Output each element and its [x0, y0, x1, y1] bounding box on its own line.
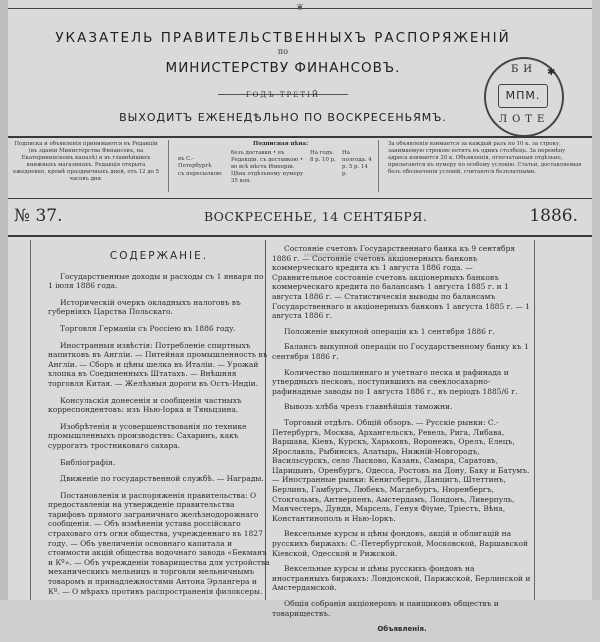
- header-rule-bottom: [8, 235, 592, 237]
- contents-entry: Состояніе счетовъ Государственнаго банка къ 9 сентября 1886 г. — Состояніе счетовъ акціонерныхъ банковъ коммерческаго кредита къ 1 августа 1886 года. — Сравнительное состояніе счетовъ акціонерныхъ банковъ коммерческаго кредита по балансамъ 1 августа 1885 г. и 1 августа 1886 г. — Статистическія выводы по балансамъ Государственнаго и акціонерныхъ банковъ 1 августа 1885 г. — 1 августа 1886 г.: [272, 244, 530, 321]
- star-icon: ✱: [547, 67, 556, 78]
- info-editorial: Подписка и объявленія принимаются въ Редакціи (въ зданіи Министерства Финансовъ, на Екатерининскомъ каналѣ) и въ главнѣйшихъ книжныхъ магазинахъ. Редакція открыта ежедневно, кромѣ праздничныхъ дней, отъ 12 до 5 часовъ дня.: [12, 141, 160, 182]
- contents-entry: Вексельные курсы и цѣны русскихъ фондовъ на иностранныхъ биржахъ: Лондонской, Парижской, Берлинской и Амстердамской.: [272, 564, 531, 593]
- masthead-title: УКАЗАТЕЛЬ ПРАВИТЕЛЬСТВЕННЫХЪ РАСПОРЯЖЕНІЙ: [55, 30, 511, 46]
- info-divider: [378, 140, 379, 192]
- ornament-icon: ❦: [296, 3, 304, 13]
- masthead-ministry: МИНИСТЕРСТВУ ФИНАНСОВЪ.: [165, 60, 401, 76]
- issue-number: № 37.: [14, 206, 63, 226]
- contents-entry: Общія собранія акціонеровъ и паищиковъ обществъ и товариществъ.: [272, 599, 499, 618]
- contents-entry: Постановленія и распоряженія правительства: О предоставленіи на утвержденіе правительства тарифовъ прямого заграничнаго желѣзнодорожнаго сообщенія. — Объ измѣненіи устава россійскаго страховаго отъ огня общества, учрежденнаго въ 1827 году. — Объ увеличеніи основнаго капитала и стоимости акцій общества водочнаго завода «Бекманъ и Кº». — Объ учрежденіи товарищества для устройства механическихъ мельницъ и торговли мельничнымъ товаромъ и принадлежностями Антона Эрлангера и Кº. — О мѣрахъ противъ распространенія филоксеры.: [48, 490, 270, 596]
- column-frame-right: [534, 240, 535, 600]
- info-halfyear-price: На полгода. 4 р. 5 р. 14 р.: [342, 150, 372, 177]
- info-postage: съ пересылкою: [178, 171, 222, 177]
- contents-entry: Балансъ выкупной операціи по Государственному банку къ 1 сентября 1886 г.: [272, 342, 529, 361]
- header-rule-mid: [8, 198, 592, 199]
- contents-entry: Консульскія донесенія и сообщенія частныхъ корреспондентовъ: изъ Нью-Іорка и Тяньцзина.: [48, 395, 242, 415]
- contents-entry: Государственные доходы и расходы съ 1 января по 1 іюля 1886 года.: [48, 271, 264, 291]
- stamp-ring-top-text: БИ: [510, 64, 538, 75]
- contents-entry: Историческій очеркъ окладныхъ налоговъ въ губерніяхъ Царства Польскаго.: [48, 297, 241, 317]
- header-rule-top: [8, 136, 592, 138]
- page-edge-right: [592, 0, 600, 600]
- masthead-preposition: по: [277, 47, 289, 56]
- stamp-ring-bottom-text: ЛОТЕ: [498, 114, 550, 125]
- stamp-center-text: МПМ.: [498, 84, 548, 108]
- issue-year: 1886.: [529, 206, 578, 226]
- masthead-year: ГОДЪ ТРЕТІЙ: [246, 91, 320, 99]
- contents-entry: Торговля Германіи съ Россіею въ 1886 году.: [60, 323, 236, 333]
- masthead-frequency: ВЫХОДИТЪ ЕЖЕНЕДѢЛЬНО ПО ВОСКРЕСЕНЬЯМЪ.: [119, 111, 447, 124]
- info-year-price: На годъ. 8 р. 10 р.: [310, 150, 336, 163]
- contents-entry: Движеніе по государственной службѣ. — Награды.: [60, 474, 264, 484]
- contents-entry: Торговый отдѣлъ. Общій обзоръ. — Русскіе рынки: С.-Петербургъ, Москва, Архангельскъ, Ревель, Рига, Либава, Варшава, Кіевъ, Курскъ, Харьковъ, Воронежъ, Орелъ, Елецъ, Ярославль, Рыбинскъ, Алатырь, Нижній-Новгородъ, Васильсурскъ, село Лысково, Казань, Самара, Саратовъ, Царицынъ, Оренбургъ, Одесса, Ростовъ на Дону, Баку и Батумъ. — Иностранные рынки: Кенигсбергъ, Данцигъ, Штеттинъ, Берлинъ, Гамбургъ, Любекъ, Магдебургъ, Нюренбергъ, Стокгольмъ, Антверпенъ, Амстердамъ, Лондонъ, Ливерпуль, Манчестеръ, Дунди, Марсель, Генуя Фіуме, Тріестъ, Вѣна, Константинополь и Нью-Іоркъ.: [272, 417, 530, 523]
- info-city: въ С.-Петербургѣ: [178, 156, 212, 169]
- info-divider: [168, 140, 169, 192]
- contents-entry: Вексельные курсы и цѣны фондовъ, акцій и облигацій на русскихъ биржахъ: С.-Петербургской, Московской, Варшавской Кіевской, Одесской и Рижской.: [272, 529, 528, 558]
- issue-line: [8, 205, 592, 231]
- contents-entry: Положеніе выкупной операціи къ 1 сентября 1886 г.: [284, 326, 495, 336]
- page-edge-left: [0, 0, 8, 600]
- info-delivery: безъ доставки • въ Редакціи. съ доставкою • во всѣ мѣста Имперіи. Цѣна отдѣльному нумеру 35 коп.: [231, 150, 304, 184]
- info-subscription-head: Подписная цѣна:: [253, 141, 309, 147]
- contents-title: СОДЕРЖАНІЕ.: [109, 250, 209, 262]
- column-frame-left: [30, 240, 31, 600]
- issue-date: ВОСКРЕСЕНЬЕ, 14 СЕНТЯБРЯ.: [204, 209, 428, 224]
- info-advertising: За объявленія взимается за каждый разъ по 10 к. за строку, занимаемую строкою петитъ въ одинъ столбецъ. За перемѣну адреса взимается 20 к. Объявленія, отпечатанныя отдѣльно, прилагаются къ нумеру по особому условію. Статьи, доставляемыя безъ обозначенія условій, считаются безплатными.: [388, 141, 582, 175]
- contents-advertisements: [272, 624, 532, 635]
- contents-entry: Вывозъ хлѣба чрезъ главнѣйшія таможни.: [284, 402, 453, 412]
- advertisements-label: Объявленія.: [377, 625, 427, 634]
- contents-column-left: [48, 244, 270, 603]
- contents-entry: Количество пошлиннаго и учетнаго песка и рафинада и утвердныхъ песковъ, поступившихъ на свеклосахарно-рафинадные заводы по 1 августа 1886 г., въ періодъ 1885/6 г.: [272, 367, 518, 396]
- newspaper-page: [8, 0, 592, 634]
- contents-column-right: [272, 244, 532, 642]
- contents-entry: Иностранныя извѣстія: Потребленіе спиртныхъ напитковъ въ Англіи. — Питейная промышленность въ Англіи. — Сборъ и цѣны шелка въ Италіи. — Урожай хлопка въ Соединенныхъ Штатахъ. — Внѣшняя торговля Китая. — Желѣзныя дороги въ Остъ-Индіи.: [48, 340, 268, 388]
- library-stamp: [484, 57, 564, 137]
- contents-entry: Изобрѣтенія и усовершенствованія по технике промышленныхъ производствъ: Сахаринъ, какъ суррогатъ тростниковаго сахара.: [48, 421, 247, 450]
- contents-entry: Библіографія.: [60, 457, 116, 467]
